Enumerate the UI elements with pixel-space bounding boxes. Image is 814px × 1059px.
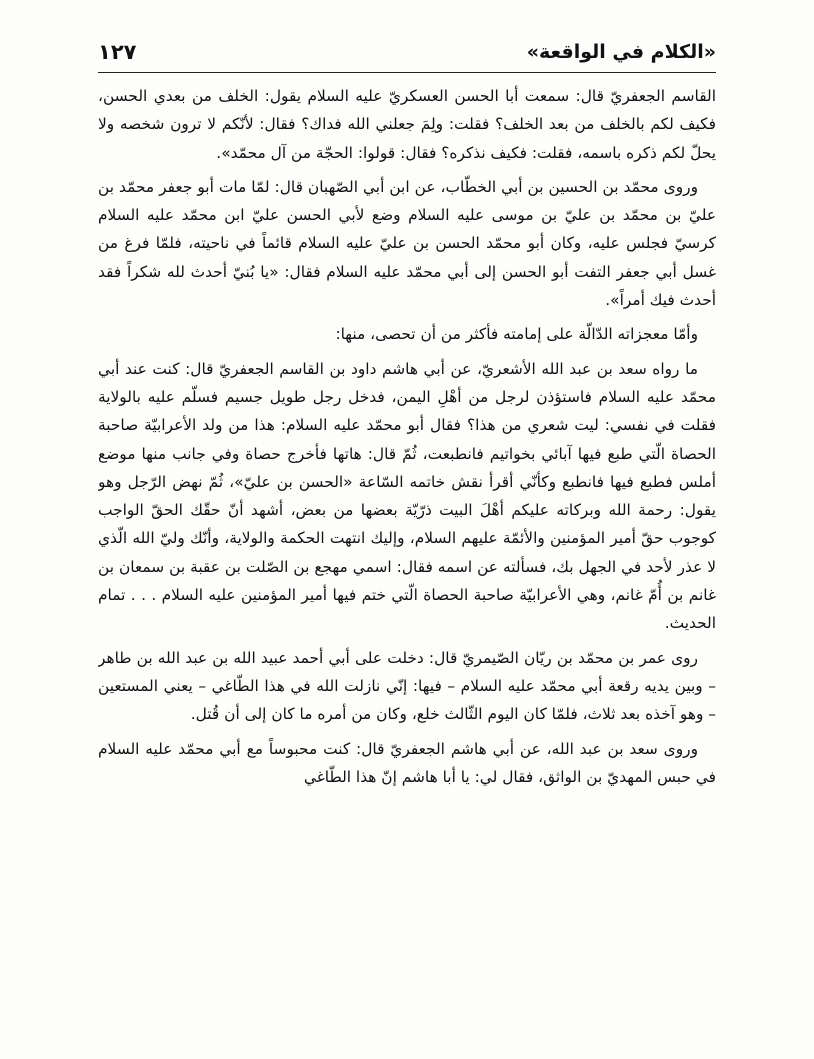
header-divider bbox=[98, 72, 716, 73]
paragraph: وأمّا معجزاته الدّالّة على إمامته فأكثر من أن تحصى، منها: bbox=[335, 325, 698, 344]
page-number: ١٢٧ bbox=[98, 40, 137, 64]
paragraph: روى عمر بن محمّد بن ريّان الصّيمريّ قال: دخلت على أبي أحمد عبيد الله بن عبد الله بن طاهر – وبين يديه رقعة أبي محمّد عليه السلام – فيها: إنّي نازلت الله في هذا الطّاغي – يعني المستعين – وهو آخذه بعد ثلاث، فلمّا كان اليوم الثّالث خلع، وكان من أمره ما كان إلى أن قُتل. bbox=[98, 648, 716, 724]
paragraph: ما رواه سعد بن عبد الله الأشعريّ، عن أبي هاشم داود بن القاسم الجعفريّ قال: كنت عند أبي محمّد عليه السلام فاستؤذن لرجل من أهْلِ اليمن، فدخل رجل طويل جسيم فسلّم عليه بالولاية فقلت في نفسي: ليت شعري من هذا؟ فقال أبو محمّد عليه السلام: هذا من ولد الأعرابيّة صاحبة الحصاة الّتي طبع فيها آبائي بخواتيم فانطبعت، ثُمّ قال: هاتها فأخرج حصاة وفي جانب منها موضع أملس فطبع فيها فانطبع وكأنّي أقرأ نقش خاتمه السّاعة «الحسن بن عليّ»، ثُمّ نهض الرّجل وهو يقول: رحمة الله وبركاته عليكم أهْلَ البيت ذرّيّة بعضها من بعض، أشهد أنّ حقّك الحقّ الواجب كوجوب حقّ أمير المؤمنين والأئمّة عليهم السلام، وإليك انتهت الحكمة والولاية، وأنّك وليّ الله الّذي لا عذر لأحد في الجهل بك، فسألته عن اسمه فقال: اسمي مهجع بن الصّلت بن عقبة بن سمعان بن غانم بن أُمّ غانم، وهي الأعرابيّة صاحبة الحصاة الّتي ختم فيها أمير المؤمنين عليه السلام . . . تمام الحديث. bbox=[98, 359, 716, 633]
running-title: «الكلام في الواقعة» bbox=[526, 41, 716, 63]
body-text bbox=[98, 82, 716, 1047]
page-header bbox=[98, 36, 716, 68]
paragraph: وروى محمّد بن الحسين بن أبي الخطّاب، عن ابن أبي الصّهبان قال: لمّا مات أبو جعفر محمّد بن عليّ بن محمّد بن عليّ بن موسى عليه السلام وضع لأبي الحسن عليّ ابن محمّد عليه السلام كرسيّ فجلس عليه، وكان أبو محمّد الحسن بن عليّ عليه السلام قائماً في ناحيته، فلمّا فرغ من غسل أبي جعفر التفت أبو الحسن إلى أبي محمّد عليه السلام فقال: «يا بُنيّ أحدث لله شكراً فقد أحدث فيك أمراً». bbox=[98, 177, 716, 310]
paragraph: القاسم الجعفريّ قال: سمعت أبا الحسن العسكريّ عليه السلام يقول: الخلف من بعدي الحسن، فكيف لكم بالخلف من بعد الخلف؟ فقلت: ولِمَ جعلني الله فداك؟ فقال: لأنّكم لا ترون شخصه ولا يحلّ لكم ذكره باسمه، فقلت: فكيف نذكره؟ فقال: قولوا: الحجّة من آل محمّد». bbox=[98, 87, 716, 162]
paragraph: وروى سعد بن عبد الله، عن أبي هاشم الجعفريّ قال: كنت محبوساً مع أبي محمّد عليه السلام في حبس المهديّ بن الواثق، فقال لي: يا أبا هاشم إنّ هذا الطّاغي bbox=[98, 739, 716, 786]
